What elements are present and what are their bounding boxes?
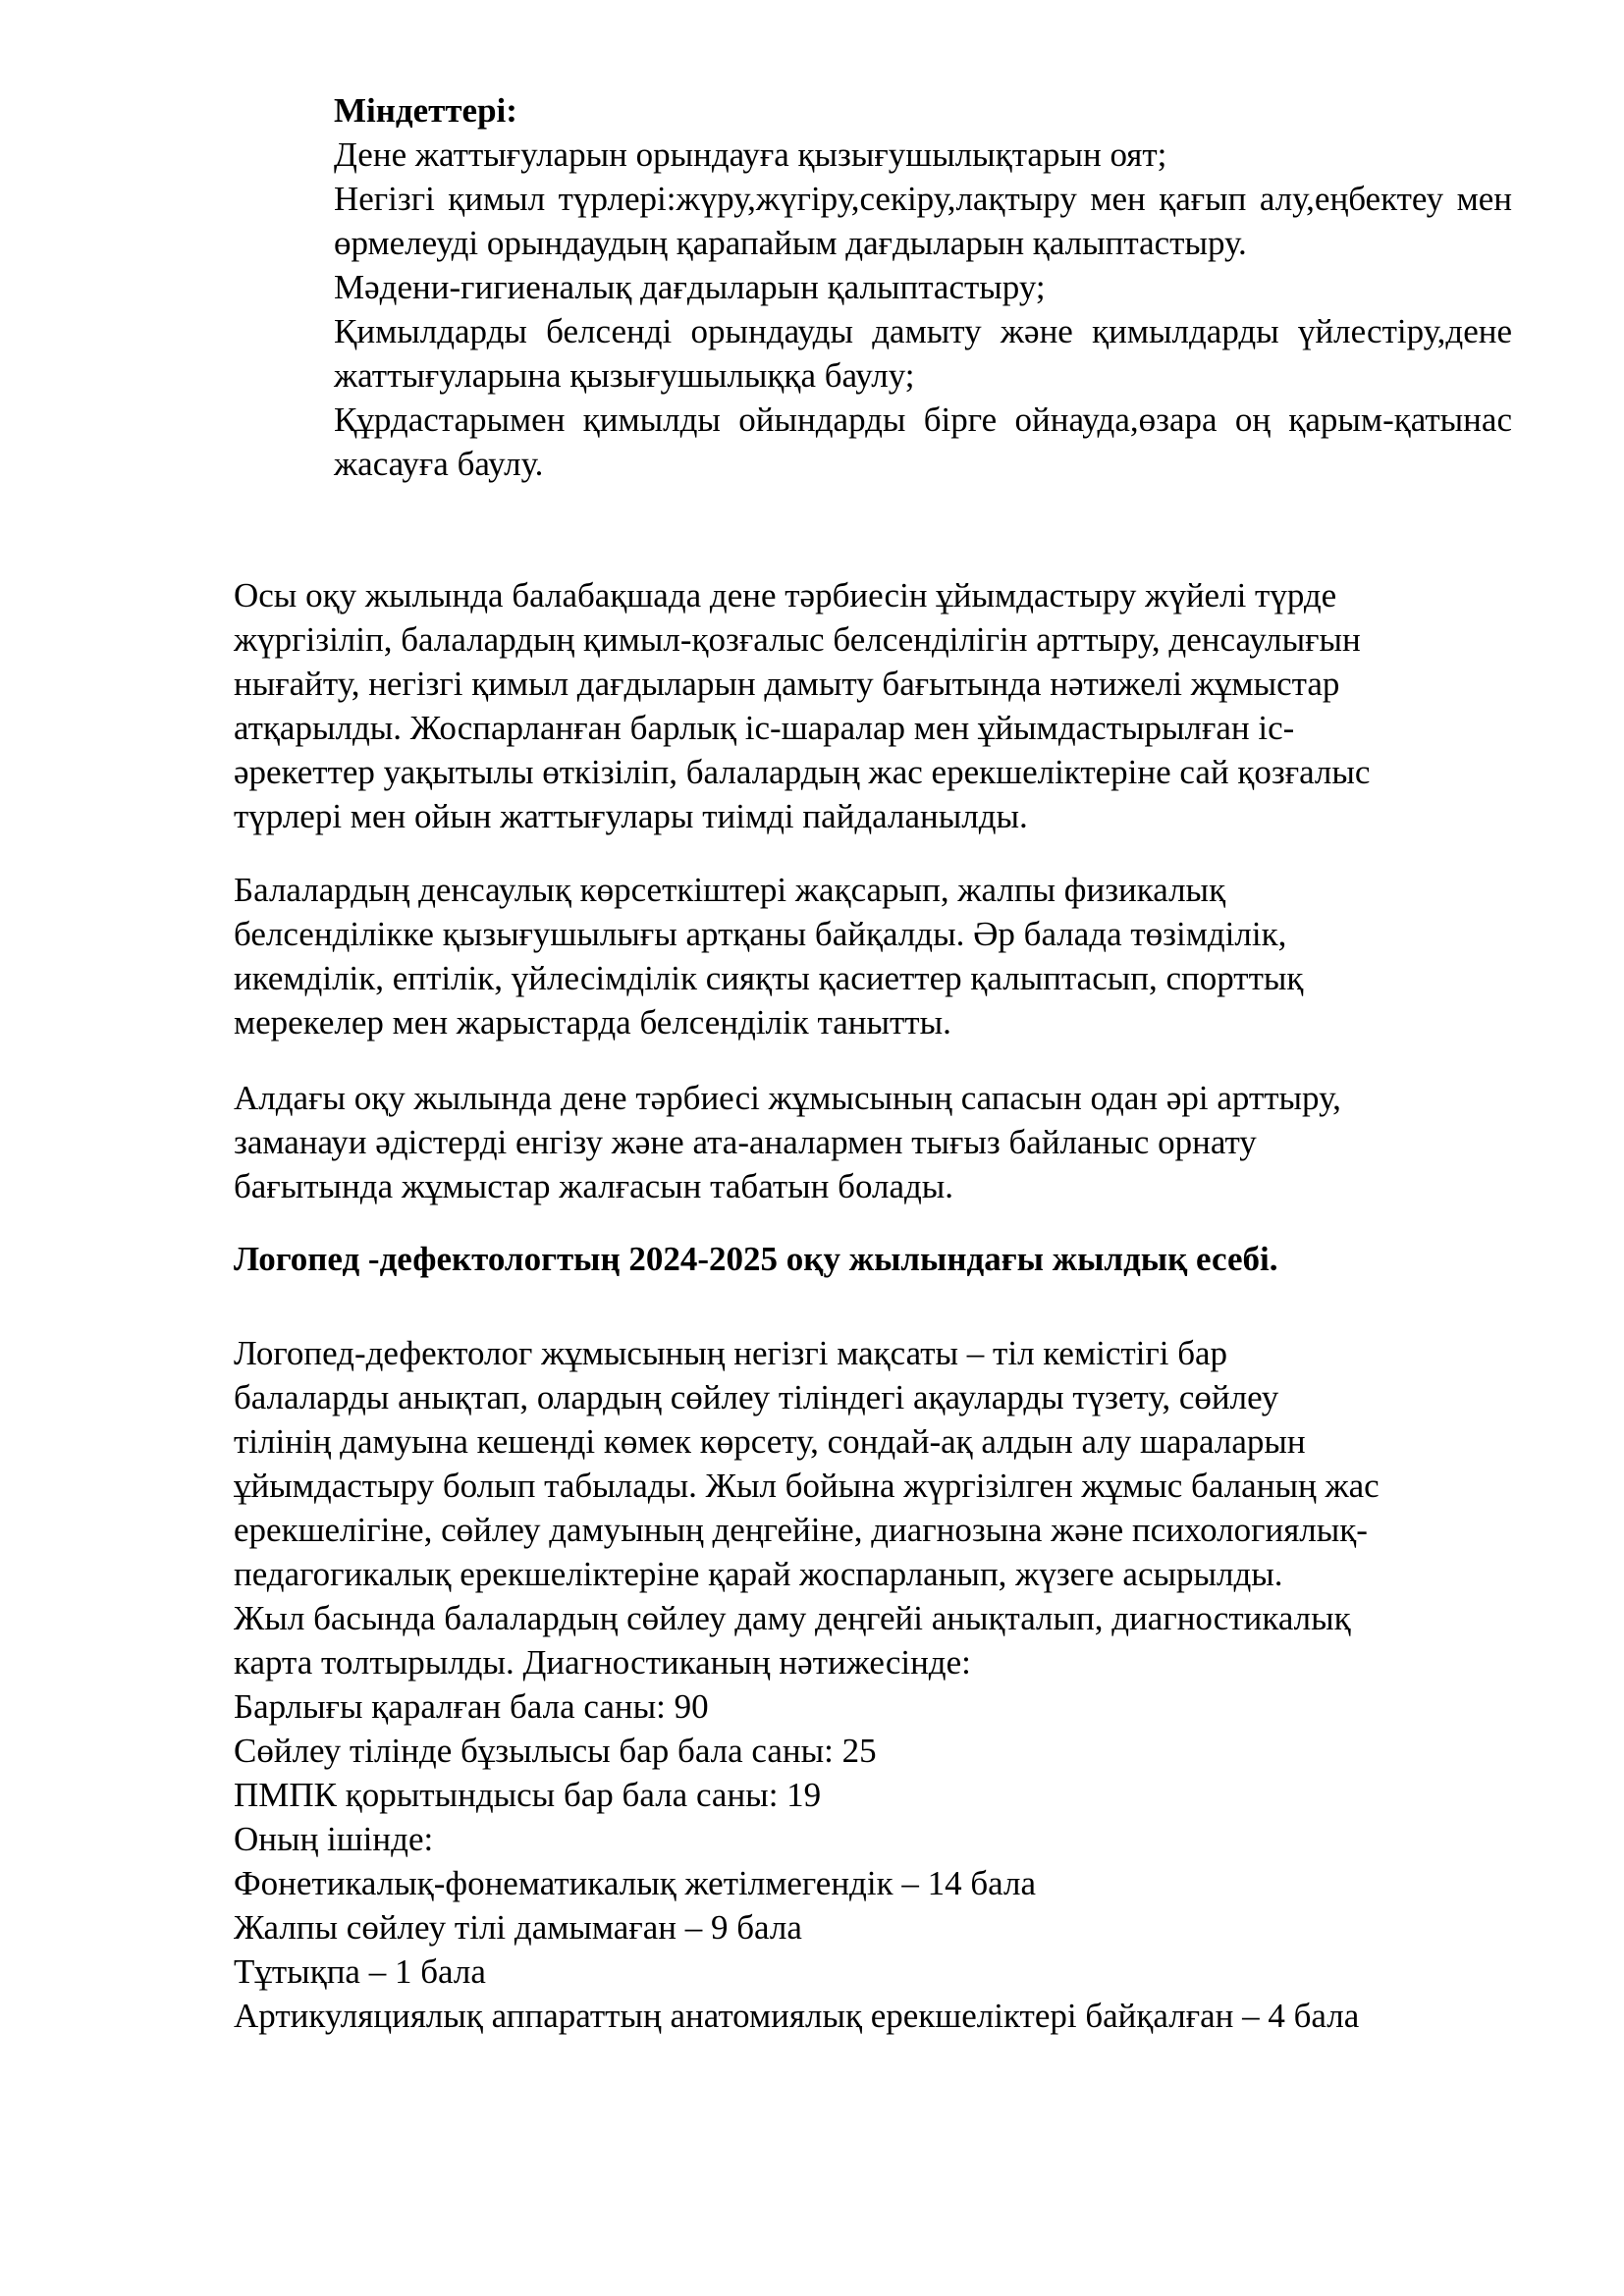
text-line: Оның ішінде: [234, 1820, 434, 1858]
text-line: Осы оқу жылында балабақшада дене тәрбиесін ұйымдастыру жүйелі түрде [234, 576, 1337, 614]
text-line: нығайту, негізгі қимыл дағдыларын дамыту бағытында нәтижелі жұмыстар [234, 665, 1340, 703]
tasks-heading: Міндеттері: [334, 91, 517, 130]
tasks-block [334, 88, 1512, 486]
task-item: Қимылдарды белсенді орындауды дамыту және қимылдарды үйлестіру,дене жаттығуларына қызығушылыққа баулу; [334, 312, 1512, 395]
report-title: Логопед -дефектологтың 2024-2025 оқу жылындағы жылдық есебі. [234, 1240, 1278, 1278]
text-line: бағытында жұмыстар жалғасын табатын болады. [234, 1167, 954, 1205]
task-item: Дене жаттығуларын орындауға қызығушылықтарын оят; [334, 135, 1167, 174]
text-line: ұйымдастыру болып табылады. Жыл бойына жүргізілген жұмыс баланың жас [234, 1467, 1380, 1505]
text-line: Жалпы сөйлеу тілі дамымаған – 9 бала [234, 1908, 802, 1947]
text-line: Жыл басында балалардың сөйлеу даму деңгейі анықталып, диагностикалық [234, 1599, 1351, 1637]
text-line: тілінің дамуына кешенді көмек көрсету, сондай-ақ алдын алу шараларын [234, 1422, 1306, 1461]
text-line: Фонетикалық-фонематикалық жетілмегендік – 14 бала [234, 1864, 1036, 1902]
paragraph-2 [234, 868, 1520, 1044]
text-line: Алдағы оқу жылында дене тәрбиесі жұмысының сапасын одан әрі арттыру, [234, 1079, 1341, 1117]
task-item: Мәдени-гигиеналық дағдыларын қалыптастыру; [334, 268, 1046, 306]
text-line: атқарылды. Жоспарланған барлық іс-шаралар мен ұйымдастырылған іс- [234, 709, 1295, 747]
text-line: белсенділікке қызығушылығы артқаны байқалды. Әр балада төзімділік, [234, 915, 1287, 953]
text-line: Сөйлеу тілінде бұзылысы бар бала саны: 25 [234, 1732, 877, 1770]
text-line: заманауи әдістерді енгізу және ата-аналармен тығыз байланыс орнату [234, 1123, 1257, 1161]
paragraph-3 [234, 1076, 1520, 1208]
text-line: педагогикалық ерекшеліктеріне қарай жоспарланып, жүзеге асырылды. [234, 1555, 1283, 1593]
text-line: икемділік, ептілік, үйлесімділік сияқты қасиеттер қалыптасып, спорттық [234, 959, 1304, 997]
text-line: Барлығы қаралған бала саны: 90 [234, 1687, 709, 1726]
report-title-block [234, 1237, 1520, 1281]
text-line: Логопед-дефектолог жұмысының негізгі мақсаты – тіл кемістігі бар [234, 1334, 1228, 1372]
text-line: ерекшелігіне, сөйлеу дамуының деңгейіне, диагнозына және психологиялық- [234, 1511, 1368, 1549]
text-line: мерекелер мен жарыстарда белсенділік танытты. [234, 1003, 951, 1041]
text-line: Артикуляциялық аппараттың анатомиялық ерекшеліктері байқалған – 4 бала [234, 1997, 1360, 2035]
text-line: балаларды анықтап, олардың сөйлеу тіліндегі ақауларды түзету, сөйлеу [234, 1378, 1279, 1416]
text-line: карта толтырылды. Диагностиканың нәтижесінде: [234, 1643, 971, 1682]
text-line: ПМПК қорытындысы бар бала саны: 19 [234, 1776, 822, 1814]
text-line: жүргізіліп, балалардың қимыл-қозғалыс белсенділігін арттыру, денсаулығын [234, 620, 1361, 659]
text-line: түрлері мен ойын жаттығулары тиімді пайдаланылды. [234, 797, 1028, 835]
paragraph-1 [234, 573, 1520, 838]
text-line: Балалардың денсаулық көрсеткіштері жақсарып, жалпы физикалық [234, 871, 1226, 909]
text-line: әрекеттер уақытылы өткізіліп, балалардың жас ерекшеліктеріне сай қозғалыс [234, 753, 1371, 791]
report-body [234, 1331, 1520, 2038]
task-item: Құрдастарымен қимылды ойындарды бірге ойнауда,өзара оң қарым-қатынас жасауға баулу. [334, 400, 1512, 483]
text-line: Тұтықпа – 1 бала [234, 1952, 486, 1991]
task-item: Негізгі қимыл түрлері:жүру,жүгіру,секіру,лақтыру мен қағып алу,еңбектеу мен өрмелеуді орындаудың қарапайым дағдыларын қалыптастыру. [334, 180, 1512, 262]
